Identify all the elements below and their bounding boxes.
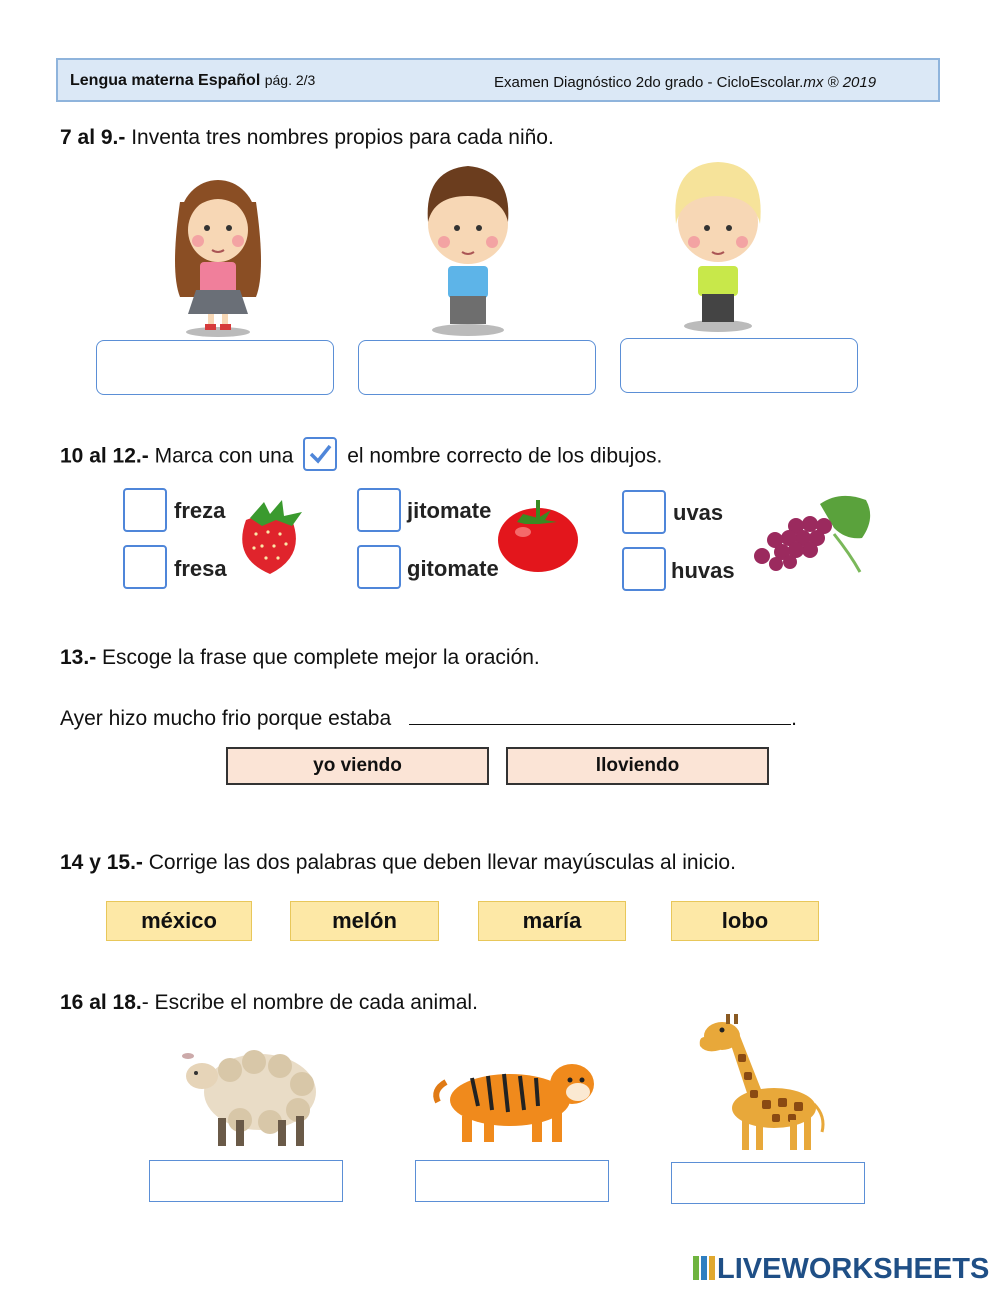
question-number: 10 al 12.- xyxy=(60,444,149,468)
label-gitomate: gitomate xyxy=(407,556,499,581)
label-uvas: uvas xyxy=(673,500,724,525)
boy-brown-hair-illustration xyxy=(410,162,530,340)
logo-text: LIVEWORKSHEETS xyxy=(717,1253,990,1285)
checkbox-gitomate[interactable] xyxy=(357,545,401,589)
word-lobo[interactable]: lobo xyxy=(671,901,819,941)
label-fresa: fresa xyxy=(174,556,227,581)
checkbox-uvas[interactable] xyxy=(622,490,666,534)
checkbox-fresa[interactable] xyxy=(123,545,167,589)
header-subject xyxy=(70,72,315,90)
question-10-12 xyxy=(60,440,662,474)
exam-title: Examen Diagnóstico 2do grado - CicloEscolar. xyxy=(494,74,804,91)
logo-mark-icon xyxy=(693,1254,715,1282)
checkbox-jitomate[interactable] xyxy=(357,488,401,532)
word-melon[interactable]: melón xyxy=(290,901,439,941)
tomato-icon xyxy=(495,494,581,576)
tiger-name-input[interactable] xyxy=(415,1160,609,1202)
question-text-after: el nombre correcto de los dibujos. xyxy=(347,444,663,468)
boy-blond-hair-illustration xyxy=(660,160,780,338)
boy-brown-name-input[interactable] xyxy=(358,340,596,395)
sentence-end: . xyxy=(791,707,797,730)
question-text: Inventa tres nombres propios para cada niño. xyxy=(131,126,554,149)
sentence-text: Ayer hizo mucho frio porque estaba xyxy=(60,707,392,730)
sheep-name-input[interactable] xyxy=(149,1160,343,1202)
word-mexico[interactable]: méxico xyxy=(106,901,252,941)
question-text-before: Marca con una xyxy=(154,444,294,468)
label-huvas: huvas xyxy=(671,558,735,583)
question-number: 7 al 9.- xyxy=(60,126,126,149)
question-14-15 xyxy=(60,851,736,875)
question-number: 16 al 18. xyxy=(60,991,142,1014)
question-number: 13.- xyxy=(60,646,97,669)
tiger-icon xyxy=(432,1054,598,1146)
label-freza: freza xyxy=(174,498,226,523)
page-header xyxy=(56,58,940,102)
option-lloviendo[interactable]: lloviendo xyxy=(506,747,769,785)
question-number: 14 y 15.- xyxy=(60,851,143,874)
giraffe-name-input[interactable] xyxy=(671,1162,865,1204)
strawberry-icon xyxy=(236,498,308,576)
subject-title: Lengua materna Español xyxy=(70,72,261,89)
question-text: - Escribe el nombre de cada animal. xyxy=(141,991,478,1014)
question-13 xyxy=(60,646,540,670)
question-text: Escoge la frase que complete mejor la oración. xyxy=(102,646,540,669)
page-number: pág. 2/3 xyxy=(264,72,316,88)
giraffe-icon xyxy=(692,1012,836,1154)
sheep-icon xyxy=(180,1040,320,1150)
checkbox-huvas[interactable] xyxy=(622,547,666,591)
label-jitomate: jitomate xyxy=(407,498,492,523)
question-text: Corrige las dos palabras que deben llevar mayúsculas al inicio. xyxy=(148,851,736,874)
checkmark-example-icon xyxy=(303,437,337,471)
grapes-icon xyxy=(750,494,878,578)
question-16-18 xyxy=(60,991,478,1015)
sentence-line xyxy=(60,707,797,731)
header-exam xyxy=(494,74,876,91)
option-yo-viendo[interactable]: yo viendo xyxy=(226,747,489,785)
girl-illustration xyxy=(160,162,280,340)
liveworksheets-logo[interactable] xyxy=(693,1253,989,1286)
answer-blank[interactable] xyxy=(409,707,791,725)
question-7-9 xyxy=(60,126,554,150)
boy-blond-name-input[interactable] xyxy=(620,338,858,393)
exam-suffix: mx ® 2019 xyxy=(803,74,877,91)
word-maria[interactable]: maría xyxy=(478,901,626,941)
checkbox-freza[interactable] xyxy=(123,488,167,532)
girl-name-input[interactable] xyxy=(96,340,334,395)
